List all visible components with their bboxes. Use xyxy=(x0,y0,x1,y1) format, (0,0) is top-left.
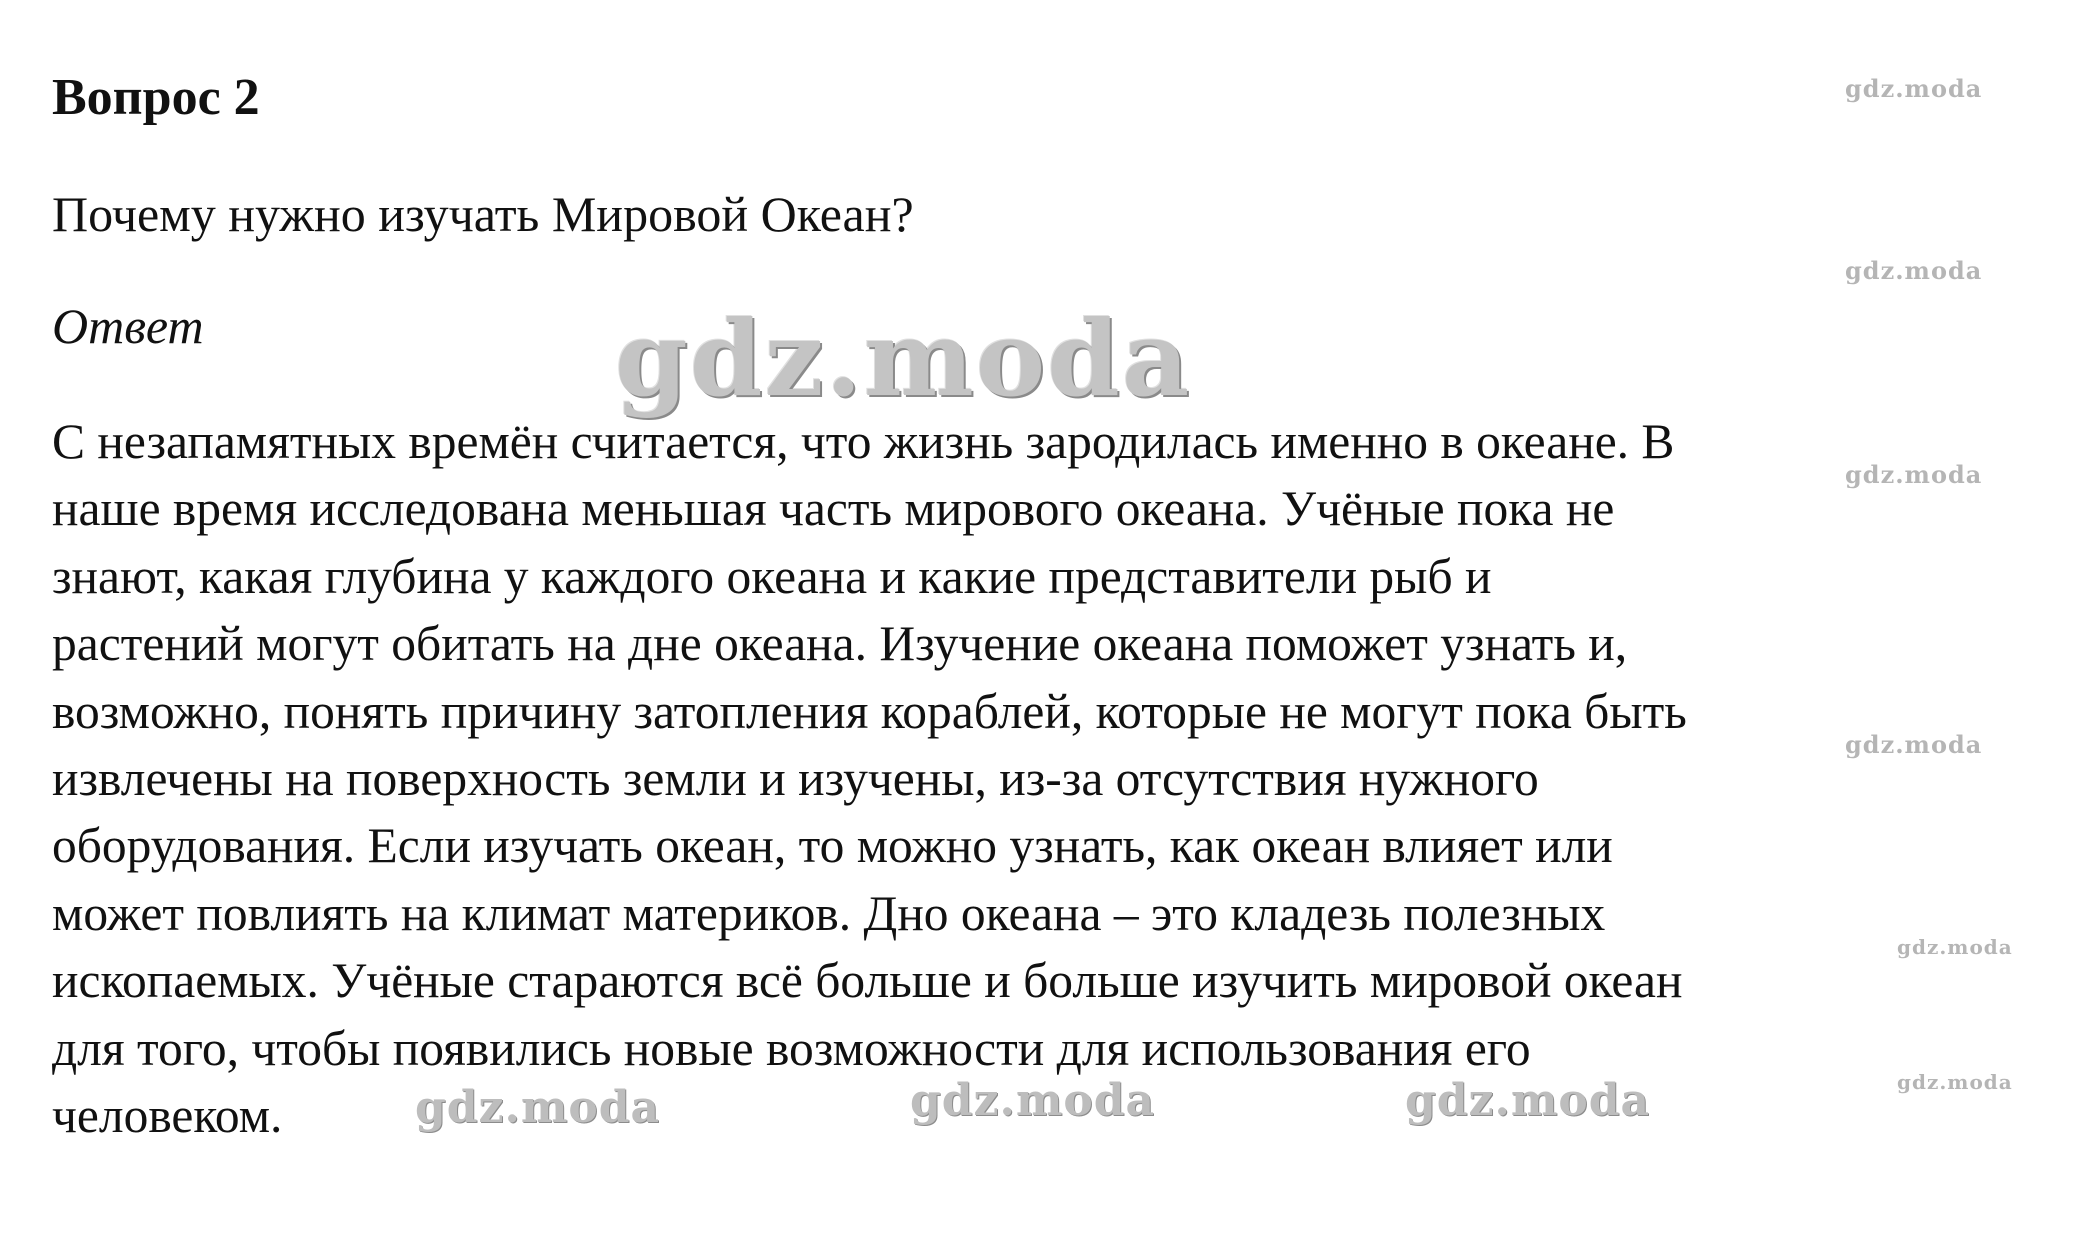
answer-line: для того, чтобы появились новые возможности для использования его xyxy=(52,1020,1531,1076)
watermark: gdz.moda xyxy=(910,1075,1156,1126)
answer-line: извлечены на поверхность земли и изучены, из-за отсутствия нужного xyxy=(52,751,1539,807)
watermark: gdz.moda xyxy=(1897,935,2013,959)
question-text: Почему нужно изучать Мировой Океан? xyxy=(52,186,914,242)
answer-line: наше время исследована меньшая часть мирового океана. Учёные пока не xyxy=(52,481,1615,537)
answer-label: Ответ xyxy=(52,298,204,354)
answer-line: человеком. xyxy=(52,1088,283,1144)
watermark: gdz.moda xyxy=(1845,730,1983,759)
watermark: gdz.moda xyxy=(415,1082,661,1133)
answer-line: ископаемых. Учёные стараются всё больше и больше изучить мировой океан xyxy=(52,953,1683,1009)
answer-line: оборудования. Если изучать океан, то можно узнать, как океан влияет или xyxy=(52,818,1613,874)
answer-line: С незапамятных времён считается, что жизнь зародилась именно в океане. В xyxy=(52,414,1675,469)
answer-line: возможно, понять причину затопления кораблей, которые не могут пока быть xyxy=(52,683,1687,739)
answer-body xyxy=(52,408,2052,1149)
watermark-large: gdz.moda xyxy=(615,297,1192,420)
answer-line: знают, какая глубина у каждого океана и какие представители рыб и xyxy=(52,548,1492,604)
watermark: gdz.moda xyxy=(1897,1070,2013,1094)
answer-line: растений могут обитать на дне океана. Изучение океана поможет узнать и, xyxy=(52,616,1628,672)
watermark: gdz.moda xyxy=(1845,256,1983,285)
question-title: Вопрос 2 xyxy=(52,69,260,126)
watermark: gdz.moda xyxy=(1405,1075,1651,1126)
answer-line: может повлиять на климат материков. Дно океана – это кладезь полезных xyxy=(52,885,1606,941)
watermark: gdz.moda xyxy=(1845,74,1983,103)
watermark: gdz.moda xyxy=(1845,460,1983,489)
